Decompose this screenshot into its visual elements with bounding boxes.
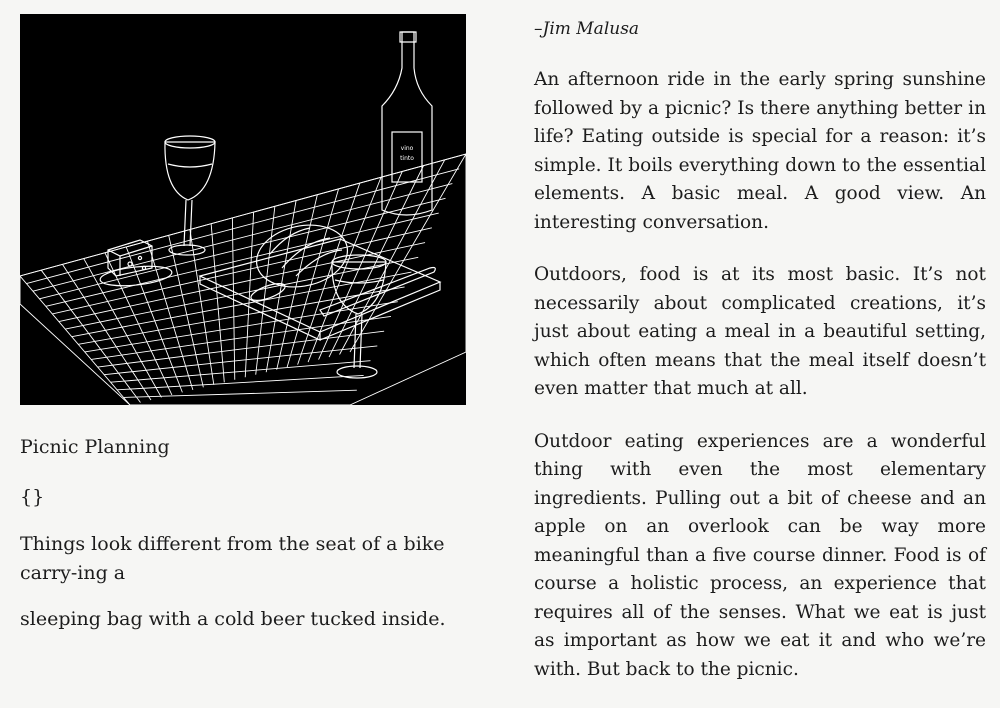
image-caption: Picnic Planning: [20, 436, 170, 458]
blanket-line: [126, 247, 182, 392]
blanket-line: [211, 224, 224, 383]
paragraph: An afternoon ride in the early spring sunshine followed by a picnic? Is there anything better in life? Eating outside is special for a reason: it’s simple. It boils everything down to the essential elements. A basic meal. A good view. An interesting conversation.: [534, 69, 986, 233]
picnic-illustration: [20, 14, 466, 405]
blanket-line: [117, 375, 364, 389]
paragraph: Outdoor eating experiences are a wonderful thing with even the most elementary ingredients. Pulling out a bit of cheese and an apple on an overlook can be way more meaningful than a five course dinner. Food is of course a holistic process, an experience that requires all of the senses. What we eat is just as important as how we eat it and who we’re with. But back to the picnic.: [534, 430, 986, 680]
lead-text-line1: Things look different from the seat of a bike carry-ing a: [20, 533, 445, 584]
bottle-label-line2: tinto: [400, 155, 414, 162]
picnic-line-drawing: [20, 14, 466, 405]
article-column: [534, 14, 986, 708]
blanket-line: [98, 331, 384, 367]
blanket-line: [91, 316, 391, 359]
paragraph: Outdoors, food is at its most basic. It’s not necessarily about complicated creations, it’s just about eating a meal in a beautiful setting, which often means that the meal itself doesn’t even matter that much at all.: [534, 264, 986, 399]
bottle-label-line1: vino: [400, 145, 414, 152]
blanket-line: [39, 198, 445, 298]
braces-text: {}: [20, 486, 45, 508]
blanket-line: [26, 169, 459, 284]
wine-glass-left: [165, 136, 215, 255]
blanket-line: [350, 154, 466, 352]
quote-attribution: –Jim Malusa: [534, 19, 640, 39]
blanket-line: [104, 346, 377, 375]
blanket-line: [84, 259, 162, 398]
blanket-line: [20, 276, 130, 405]
lead-text-line2: sleeping bag with a cold beer tucked inside.: [20, 608, 446, 630]
blanket-line: [124, 390, 357, 397]
blanket-line: [111, 361, 371, 383]
